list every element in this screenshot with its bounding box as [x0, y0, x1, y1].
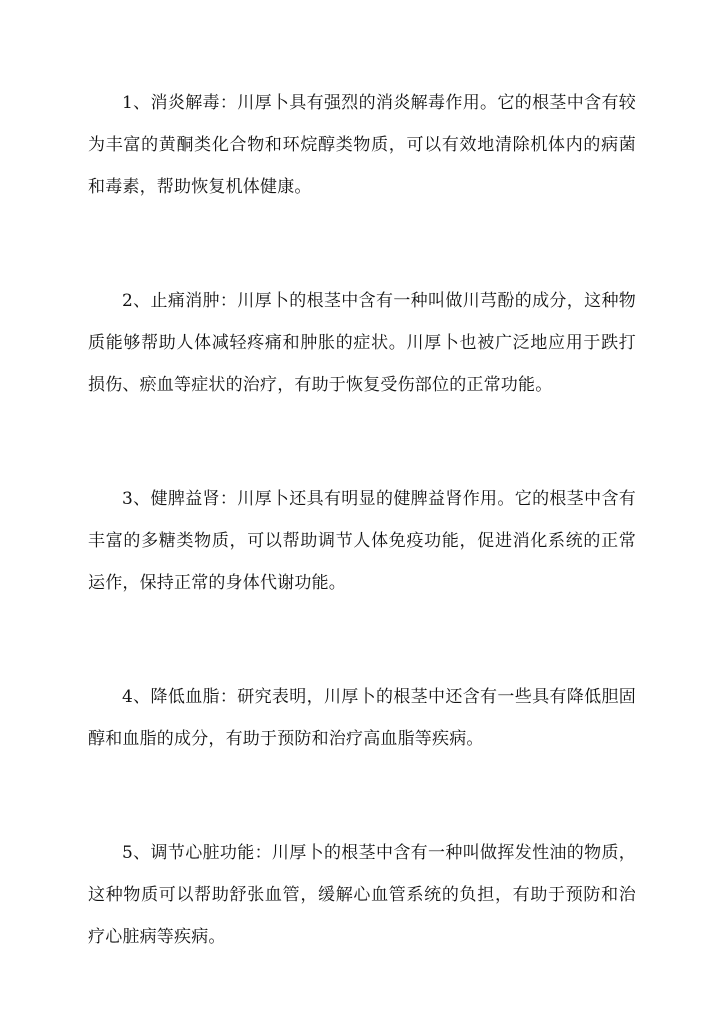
paragraph-5: 5、调节心脏功能：川厚卜的根茎中含有一种叫做挥发性油的物质，这种物质可以帮助舒张血管，缓解心血管系统的负担，有助于预防和治疗心脏病等疾病。 [88, 843, 636, 947]
document-body [88, 82, 636, 958]
paragraph-3: 3、健脾益肾：川厚卜还具有明显的健脾益肾作用。它的根茎中含有丰富的多糖类物质，可以帮助调节人体免疫功能，促进消化系统的正常运作，保持正常的身体代谢功能。 [88, 489, 636, 593]
paragraph-1: 1、消炎解毒：川厚卜具有强烈的消炎解毒作用。它的根茎中含有较为丰富的黄酮类化合物和环烷醇类物质，可以有效地清除机体内的病菌和毒素，帮助恢复机体健康。 [88, 93, 636, 197]
paragraph-2: 2、止痛消肿：川厚卜的根茎中含有一种叫做川芎酚的成分，这种物质能够帮助人体减轻疼痛和肿胀的症状。川厚卜也被广泛地应用于跌打损伤、瘀血等症状的治疗，有助于恢复受伤部位的正常功能。 [88, 291, 636, 395]
paragraph-4: 4、降低血脂：研究表明，川厚卜的根茎中还含有一些具有降低胆固醇和血脂的成分，有助于预防和治疗高血脂等疾病。 [88, 687, 636, 749]
